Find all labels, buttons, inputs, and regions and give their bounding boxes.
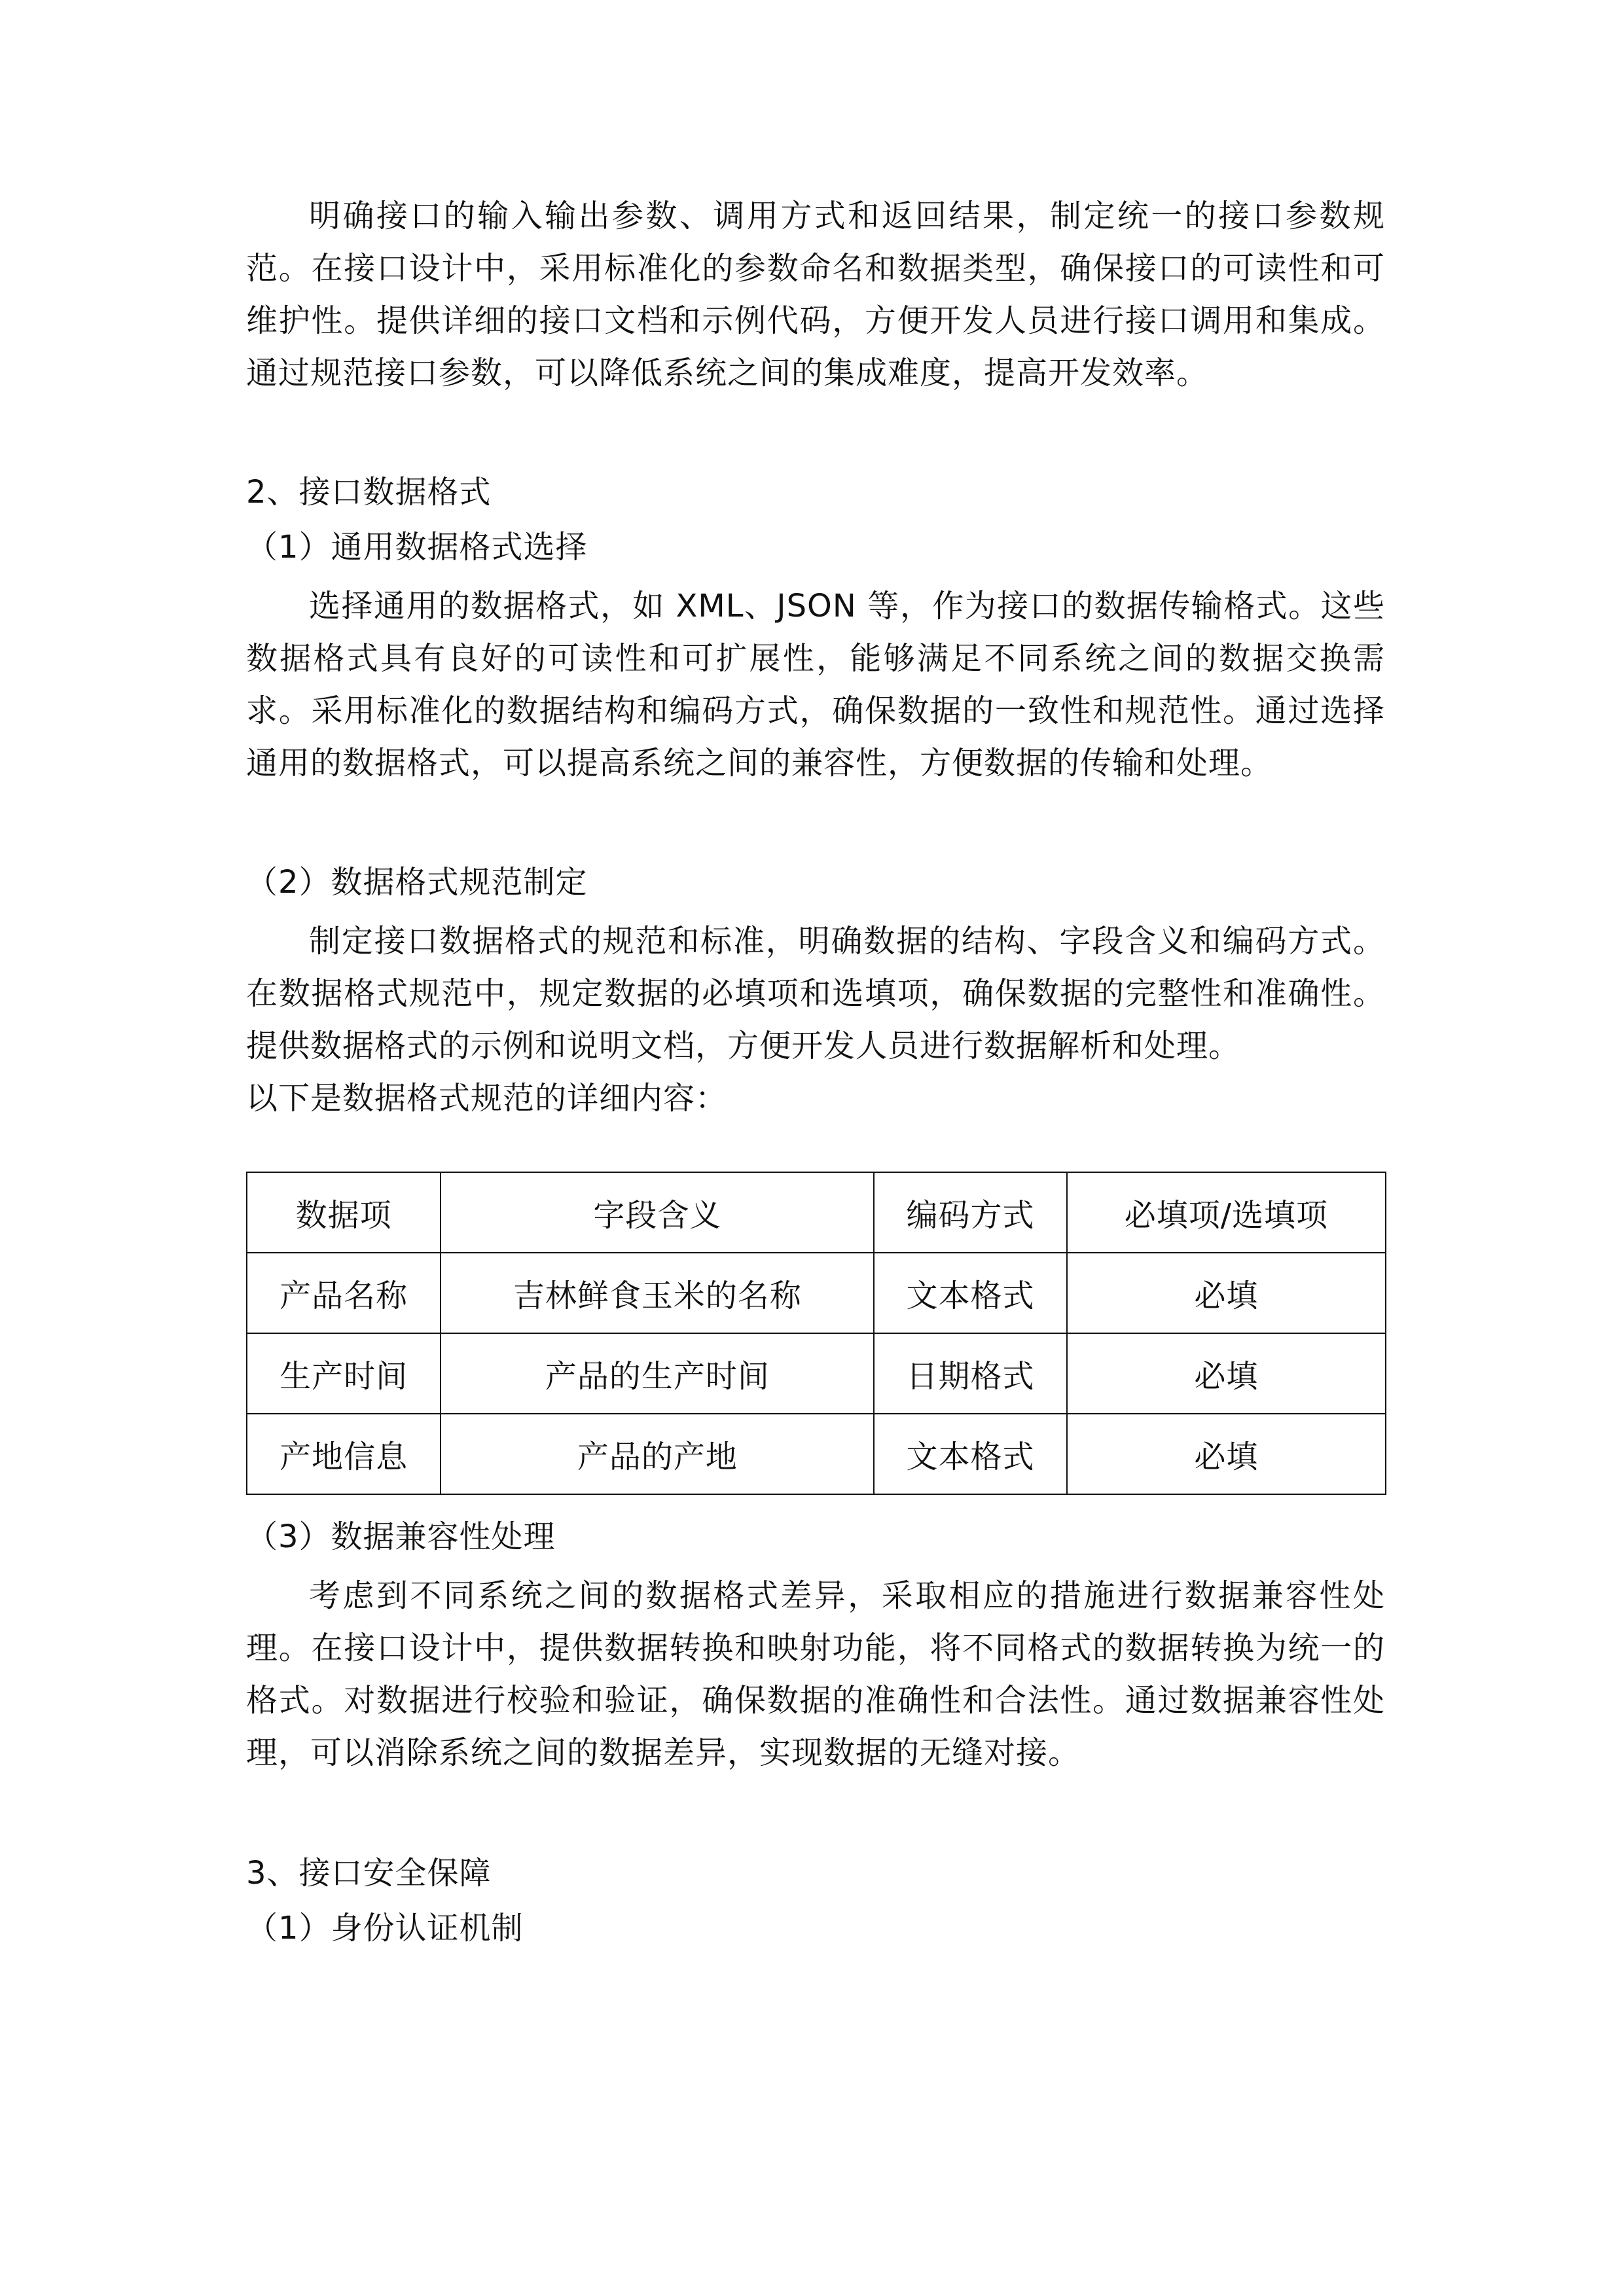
- table-header-cell: 字段含义: [441, 1172, 874, 1253]
- table-row: [247, 1253, 1386, 1333]
- subheading-compatibility: （3）数据兼容性处理: [246, 1518, 556, 1555]
- table-cell: 必填: [1067, 1414, 1386, 1494]
- table-cell: 产地信息: [247, 1414, 441, 1494]
- table-row: [247, 1414, 1386, 1494]
- table-cell: 生产时间: [247, 1333, 441, 1414]
- table-row: [247, 1333, 1386, 1414]
- table-cell: 日期格式: [874, 1333, 1066, 1414]
- table-header-cell: 编码方式: [874, 1172, 1066, 1253]
- paragraph-common-format: 选择通用的数据格式，如 XML、JSON 等，作为接口的数据传输格式。这些数据格式具有良好的可读性和可扩展性，能够满足不同系统之间的数据交换需求。采用标准化的数据结构和编码方式，确保数据的一致性和规范性。通过选择通用的数据格式，可以提高系统之间的兼容性，方便数据的传输和处理。: [246, 588, 1385, 781]
- table-cell: 产品的生产时间: [441, 1333, 874, 1414]
- subheading-auth: （1）身份认证机制: [246, 1910, 524, 1946]
- section-heading-security: 3、接口安全保障: [246, 1855, 492, 1892]
- data-format-table: [246, 1172, 1386, 1495]
- table-cell: 产品名称: [247, 1253, 441, 1333]
- section-heading-data-format: 2、接口数据格式: [246, 474, 492, 511]
- table-cell: 文本格式: [874, 1253, 1066, 1333]
- table-cell: 文本格式: [874, 1414, 1066, 1494]
- table-header-cell: 必填项/选填项: [1067, 1172, 1386, 1253]
- subheading-common-format: （1）通用数据格式选择: [246, 529, 588, 565]
- paragraph-compatibility: 考虑到不同系统之间的数据格式差异，采取相应的措施进行数据兼容性处理。在接口设计中，提供数据转换和映射功能，将不同格式的数据转换为统一的格式。对数据进行校验和验证，确保数据的准确性和合法性。通过数据兼容性处理，可以消除系统之间的数据差异，实现数据的无缝对接。: [246, 1577, 1385, 1771]
- subheading-format-spec: （2）数据格式规范制定: [246, 864, 588, 901]
- paragraph-format-spec-intro: 以下是数据格式规范的详细内容：: [246, 1080, 728, 1117]
- table-cell: 必填: [1067, 1333, 1386, 1414]
- table-header-row: [247, 1172, 1386, 1253]
- paragraph-interface-params: 明确接口的输入输出参数、调用方式和返回结果，制定统一的接口参数规范。在接口设计中，采用标准化的参数命名和数据类型，确保接口的可读性和可维护性。提供详细的接口文档和示例代码，方便开发人员进行接口调用和集成。通过规范接口参数，可以降低系统之间的集成难度，提高开发效率。: [246, 198, 1385, 391]
- table-cell: 产品的产地: [441, 1414, 874, 1494]
- paragraph-format-spec: [246, 915, 1385, 1072]
- table-cell: 必填: [1067, 1253, 1386, 1333]
- table-header-cell: 数据项: [247, 1172, 441, 1253]
- table-cell: 吉林鲜食玉米的名称: [441, 1253, 874, 1333]
- paragraph-format-spec-body: 制定接口数据格式的规范和标准，明确数据的结构、字段含义和编码方式。在数据格式规范中，规定数据的必填项和选填项，确保数据的完整性和准确性。提供数据格式的示例和说明文档，方便开发人员进行数据解析和处理。: [246, 923, 1385, 1064]
